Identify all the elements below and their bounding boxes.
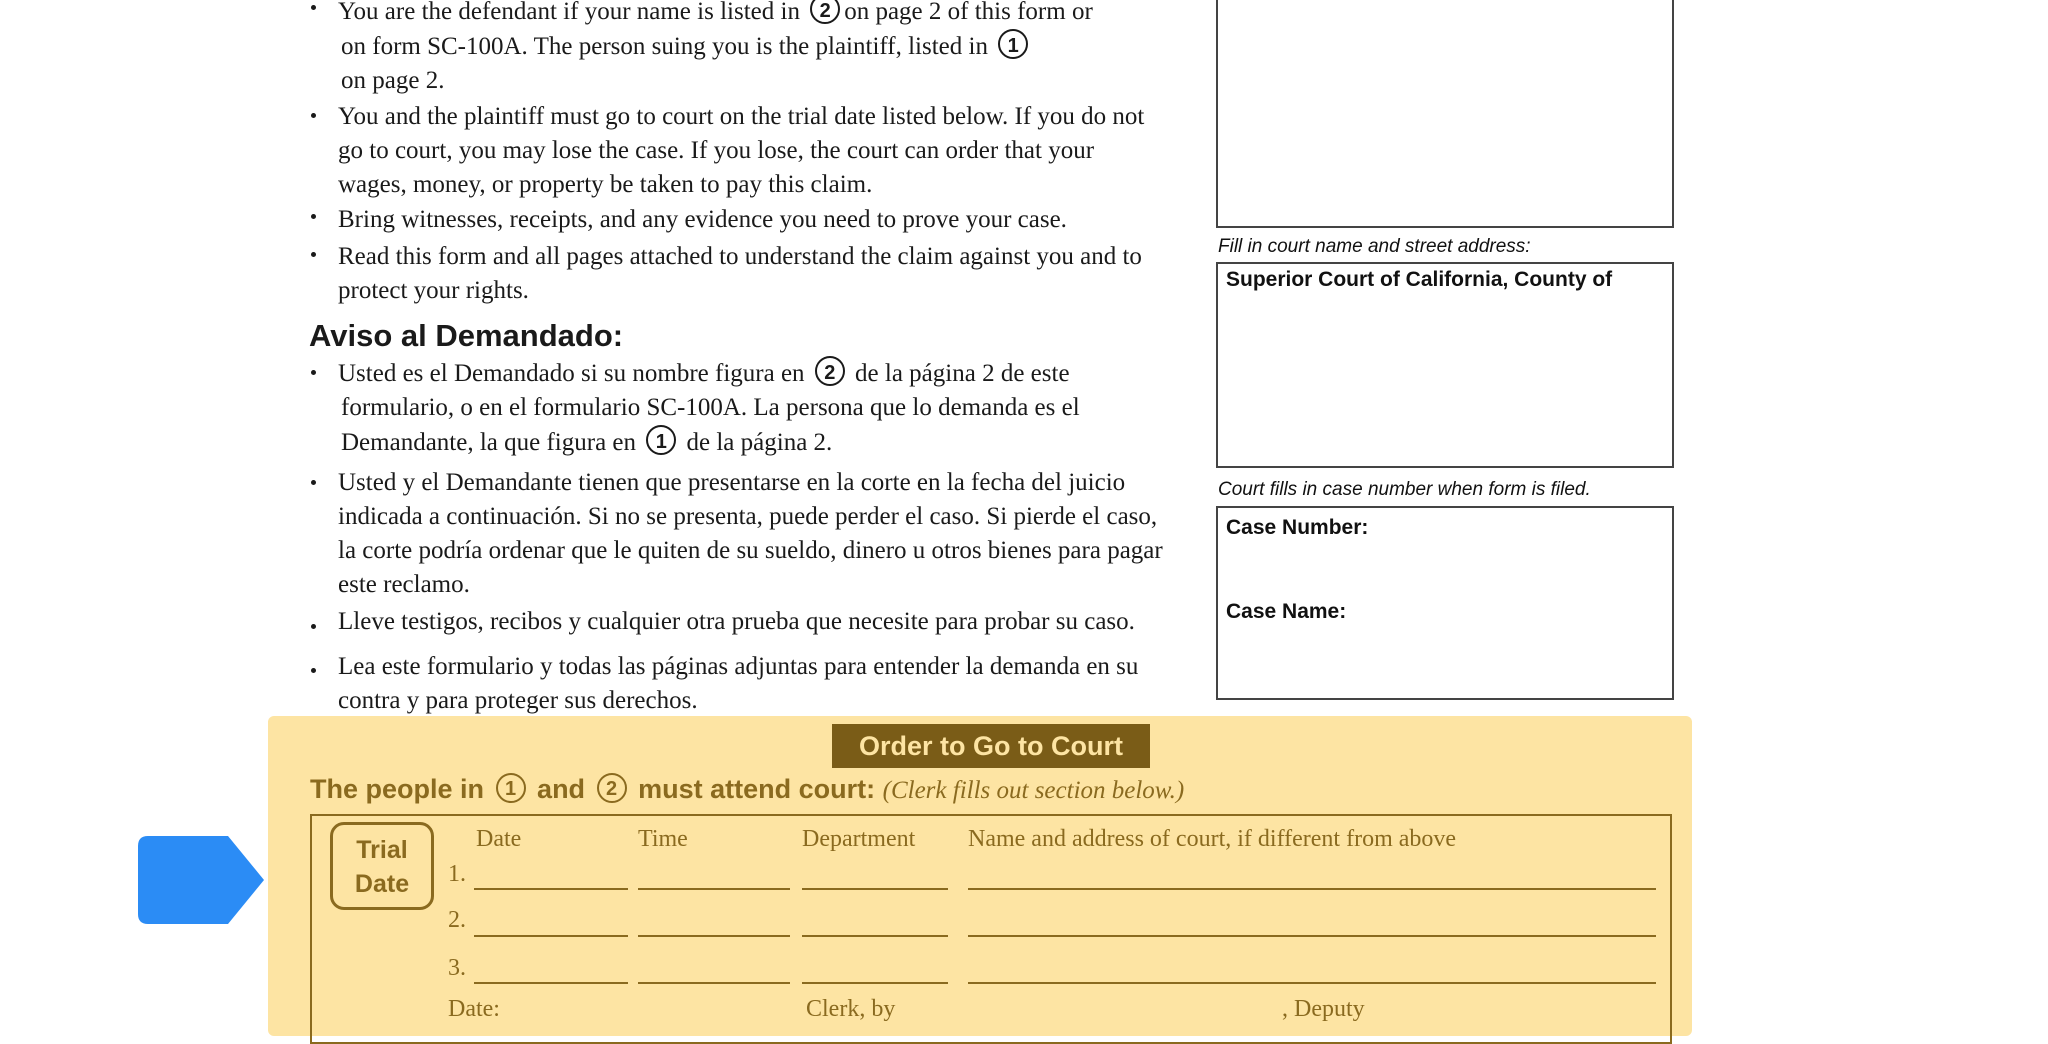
row1-time-field[interactable] [638, 888, 790, 890]
row1-date-field[interactable] [474, 888, 628, 890]
court-caption: Fill in court name and street address: [1218, 236, 1531, 257]
blank-box[interactable] [1216, 0, 1674, 228]
spanish-heading: Aviso al Demandado: [309, 318, 624, 353]
row1-court-field[interactable] [968, 888, 1656, 890]
trial-label: Trial [356, 836, 408, 864]
row3-department-field[interactable] [802, 982, 948, 984]
attendance-text: The people in [310, 774, 485, 804]
defendant-bullet-4: Read this form and all pages attached to understand the claim against you and to protect your rights. [338, 243, 1142, 304]
bullet-text: on page 2. [341, 67, 445, 94]
row1-department-field[interactable] [802, 888, 948, 890]
case-number-label: Case Number: [1226, 516, 1369, 539]
footer-date-label: Date: [448, 996, 500, 1022]
bullet-text: Demandante, la que figura en [341, 429, 637, 456]
bullet-text: Usted es el Demandado si su nombre figura en [338, 360, 805, 387]
column-header-time: Time [638, 826, 688, 852]
party-1-marker: 1 [646, 425, 676, 455]
spanish-bullet-4: Lea este formulario y todas las páginas adjuntas para entender la demanda en su contra y para proteger sus derechos. [338, 653, 1139, 714]
order-banner: Order to Go to Court [832, 724, 1150, 768]
column-header-date: Date [476, 826, 522, 852]
court-name-field[interactable] [1216, 262, 1674, 468]
attendance-line [310, 773, 1184, 805]
row2-time-field[interactable] [638, 935, 790, 937]
footer-deputy-label: , Deputy [1282, 996, 1365, 1022]
party-1-marker: 1 [998, 29, 1028, 59]
case-caption: Court fills in case number when form is filed. [1218, 479, 1591, 500]
defendant-bullet-2: You and the plaintiff must go to court on the trial date listed below. If you do not go to court, you may lose the case. If you lose, the court can order that your wages, money, or property be taken to pay this claim. [338, 103, 1145, 198]
party-2-marker: 2 [815, 356, 845, 386]
attendance-text: must attend court: [638, 774, 876, 804]
bullet-dot [311, 480, 316, 485]
party-1-marker: 1 [496, 773, 526, 803]
row2-department-field[interactable] [802, 935, 948, 937]
spanish-bullet-1 [338, 356, 1198, 460]
bullet-text: formulario, o en el formulario SC-100A. La persona que lo demanda es el [341, 394, 1080, 421]
party-2-marker: 2 [810, 0, 840, 24]
defendant-bullet-3: Bring witnesses, receipts, and any evidence you need to prove your case. [338, 206, 1067, 233]
party-2-marker: 2 [597, 773, 627, 803]
spanish-bullet-3: Lleve testigos, recibos y cualquier otra prueba que necesite para probar su caso. [338, 608, 1135, 635]
defendant-bullet-1 [338, 0, 1198, 98]
row2-court-field[interactable] [968, 935, 1656, 937]
bullet-dot [311, 668, 316, 673]
bookmark-tag-icon[interactable] [138, 836, 266, 924]
bullet-text: You are the defendant if your name is listed in [338, 0, 800, 25]
row-number: 3. [448, 955, 466, 981]
column-header-court-address: Name and address of court, if different from above [968, 826, 1457, 852]
bullet-text: de la página 2 de este [855, 360, 1070, 387]
bullet-text: on page 2 of this form or [844, 0, 1093, 25]
clerk-note: (Clerk fills out section below.) [882, 777, 1185, 804]
bullet-dot [311, 252, 316, 257]
row2-date-field[interactable] [474, 935, 628, 937]
bullet-dot [311, 624, 316, 629]
row-number: 1. [448, 861, 466, 887]
attendance-text: and [537, 774, 586, 804]
bullet-dot [311, 214, 316, 219]
bullet-text: de la página 2. [686, 429, 833, 456]
trial-date-badge [330, 822, 434, 910]
footer-clerk-label: Clerk, by [806, 996, 896, 1022]
bullet-dot [311, 5, 316, 10]
case-info-box[interactable] [1216, 506, 1674, 700]
court-name-value: Superior Court of California, County of [1226, 268, 1613, 291]
row3-time-field[interactable] [638, 982, 790, 984]
date-label: Date [354, 870, 410, 898]
bullet-dot [311, 370, 316, 375]
bullet-dot [311, 113, 316, 118]
spanish-bullet-2: Usted y el Demandante tienen que presentarse en la corte en la fecha del juicio indicada a continuación. Si no se presenta, puede perder el caso. Si pierde el caso, la corte podría ordenar que le quiten de su sueldo, dinero u otros bienes para pagar este reclamo. [338, 469, 1163, 598]
column-header-department: Department [802, 826, 916, 852]
row-number: 2. [448, 907, 466, 933]
bullet-text: on form SC-100A. The person suing you is the plaintiff, listed in [341, 33, 988, 60]
row3-court-field[interactable] [968, 982, 1656, 984]
row3-date-field[interactable] [474, 982, 628, 984]
case-name-label: Case Name: [1226, 600, 1347, 623]
